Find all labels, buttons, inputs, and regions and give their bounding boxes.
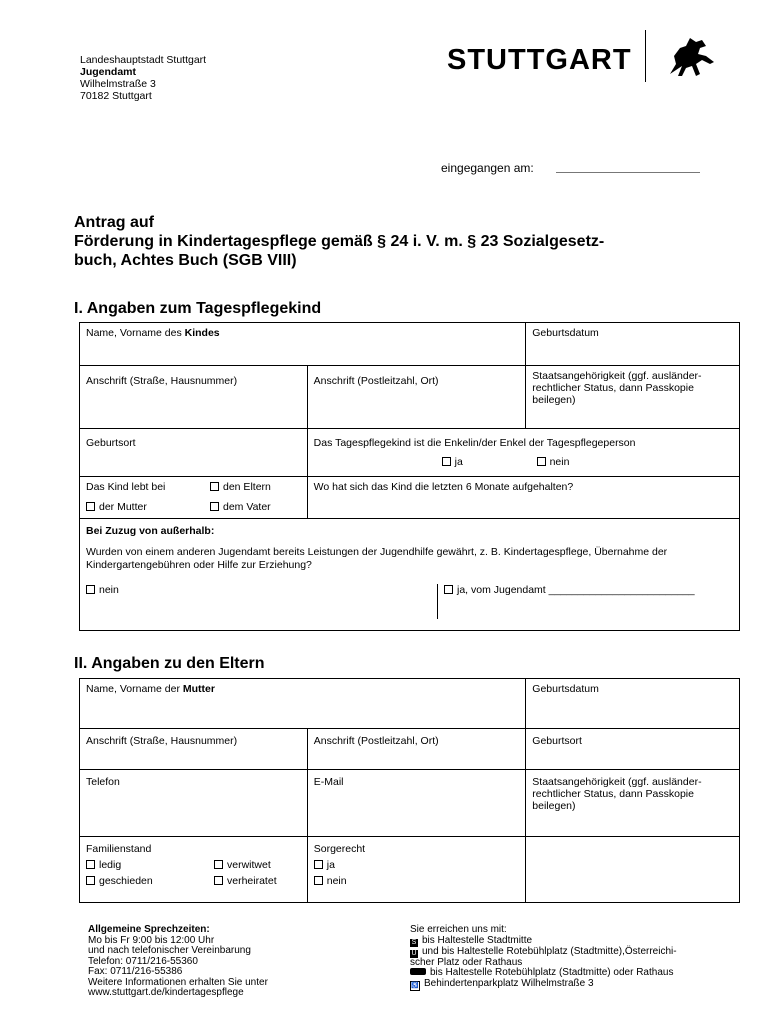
sender-street: Wilhelmstraße 3 xyxy=(80,78,156,90)
marital-single-label: ledig xyxy=(99,859,122,871)
checkbox-icon xyxy=(86,502,95,511)
sender-zip: 70182 Stuttgart xyxy=(80,90,152,102)
parents-info-table xyxy=(79,678,740,903)
mother-birthplace-label: Geburtsort xyxy=(532,735,582,747)
mother-name-field[interactable] xyxy=(80,679,526,729)
sender-city: Landeshauptstadt Stuttgart xyxy=(80,54,207,66)
title-line-1: Antrag auf xyxy=(74,214,154,231)
mother-birthdate-label: Geburtsdatum xyxy=(532,683,599,695)
marital-status-field xyxy=(80,837,308,903)
child-birthplace-field[interactable] xyxy=(80,429,308,477)
checkbox-icon xyxy=(537,457,546,466)
checkbox-icon xyxy=(86,876,95,885)
received-label: eingegangen am: xyxy=(441,161,534,175)
checkbox-icon xyxy=(86,585,95,594)
lives-with-label: Das Kind lebt bei xyxy=(86,481,166,493)
mother-street-field[interactable] xyxy=(80,729,308,770)
move-no-label: nein xyxy=(99,584,119,596)
custody-field xyxy=(307,837,526,903)
lives-with-mother[interactable] xyxy=(86,501,210,513)
custody-yes-label: ja xyxy=(326,859,335,871)
lives-with-father[interactable] xyxy=(210,501,271,513)
mother-city-field[interactable] xyxy=(307,729,526,770)
custody-no-label: nein xyxy=(326,875,347,887)
grandchild-field xyxy=(307,429,739,477)
footer-office-hours xyxy=(88,925,268,999)
checkbox-icon xyxy=(314,860,323,869)
bus-icon xyxy=(410,968,426,975)
mother-birthplace-field[interactable] xyxy=(526,729,740,770)
marital-widowed-label: verwitwet xyxy=(227,859,271,871)
checkbox-icon xyxy=(314,876,323,885)
directions-line-2: und bis Haltestelle Rotebühlplatz (Stadtmitte),Österreichi- xyxy=(422,945,677,957)
title-line-2: Förderung in Kindertagespflege gemäß § 24 i. V. m. § 23 Sozialgesetz- xyxy=(74,233,605,250)
marital-status-label: Familienstand xyxy=(86,843,152,855)
custody-yes[interactable] xyxy=(314,857,520,873)
form-title xyxy=(74,213,604,270)
directions-line-1: bis Haltestelle Stadtmitte xyxy=(422,934,533,946)
section-1-heading: I. Angaben zum Tagespflegekind xyxy=(74,300,322,317)
checkbox-icon xyxy=(444,585,453,594)
office-info-line: Weitere Informationen erhalten Sie unter xyxy=(88,976,268,988)
child-birthdate-field[interactable] xyxy=(526,323,740,366)
wheelchair-parking-icon: ♿ xyxy=(411,982,419,989)
checkbox-icon xyxy=(210,482,219,491)
directions-heading: Sie erreichen uns mit: xyxy=(410,924,507,935)
child-name-label-bold: Kindes xyxy=(184,327,220,339)
marital-divorced[interactable] xyxy=(86,873,214,889)
u-bahn-icon: U xyxy=(411,949,417,957)
mother-city-label: Anschrift (Postleitzahl, Ort) xyxy=(313,735,439,747)
child-name-label: Name, Vorname des xyxy=(86,327,185,339)
child-street-label: Anschrift (Straße, Hausnummer) xyxy=(86,375,238,387)
move-yes-label: ja, vom Jugendamt _________________________ xyxy=(457,584,695,596)
marital-married-label: verheiratet xyxy=(227,875,277,887)
child-nationality-field[interactable] xyxy=(526,366,740,429)
checkbox-icon xyxy=(210,502,219,511)
mother-nationality-label: Staatsangehörigkeit (ggf. ausländer-rechtlicher Status, dann Passkopie beilegen) xyxy=(532,776,702,812)
child-birthdate-label: Geburtsdatum xyxy=(532,327,599,339)
grandchild-yes[interactable] xyxy=(442,456,534,468)
child-street-field[interactable] xyxy=(80,366,308,429)
directions-line-5: Behindertenparkplatz Wilhelmstraße 3 xyxy=(424,977,594,989)
mother-birthdate-field[interactable] xyxy=(526,679,740,729)
office-hours-line-1: Mo bis Fr 9:00 bis 12:00 Uhr xyxy=(88,934,215,946)
child-info-table xyxy=(79,322,740,631)
child-nationality-label: Staatsangehörigkeit (ggf. ausländer-rechtlicher Status, dann Passkopie beilegen) xyxy=(532,370,702,406)
footer-directions xyxy=(410,925,740,991)
received-date-field[interactable] xyxy=(556,172,700,173)
marital-divorced-label: geschieden xyxy=(99,875,153,887)
horse-icon xyxy=(662,34,718,80)
child-birthplace-label: Geburtsort xyxy=(86,437,136,449)
mother-email-field[interactable] xyxy=(307,770,526,837)
s-bahn-icon: S xyxy=(411,938,417,946)
lives-with-father-label: dem Vater xyxy=(223,501,271,513)
directions-line-3: scher Platz oder Rathaus xyxy=(410,956,523,968)
logo-divider xyxy=(645,30,646,82)
office-website-link[interactable]: www.stuttgart.de/kindertagespflege xyxy=(88,987,244,998)
custody-no[interactable] xyxy=(314,873,520,889)
empty-cell xyxy=(526,837,740,903)
lives-with-field xyxy=(80,477,308,519)
marital-widowed[interactable] xyxy=(214,859,271,871)
move-yes-option[interactable] xyxy=(438,584,701,619)
last-6-months-field[interactable] xyxy=(307,477,739,519)
checkbox-icon xyxy=(214,860,223,869)
grandchild-no-label: nein xyxy=(549,456,570,468)
sender-address xyxy=(80,54,206,102)
move-section xyxy=(80,519,740,631)
grandchild-yes-label: ja xyxy=(454,456,463,468)
grandchild-question: Das Tagespflegekind ist die Enkelin/der Enkel der Tagespflegeperson xyxy=(313,437,636,449)
lives-with-parents[interactable] xyxy=(210,481,271,493)
office-hours-line-2: und nach telefonischer Vereinbarung xyxy=(88,945,251,956)
child-city-field[interactable] xyxy=(307,366,526,429)
move-heading: Bei Zuzug von außerhalb: xyxy=(86,525,215,537)
mother-name-label-bold: Mutter xyxy=(182,683,215,695)
move-no-option[interactable] xyxy=(80,584,438,619)
child-city-label: Anschrift (Postleitzahl, Ort) xyxy=(313,375,439,387)
mother-nationality-field[interactable] xyxy=(526,770,740,837)
checkbox-icon xyxy=(214,876,223,885)
office-phone: Telefon: 0711/216-55360 xyxy=(88,955,198,967)
directions-line-4: bis Haltestelle Rotebühlplatz (Stadtmitte) oder Rathaus xyxy=(430,967,674,978)
last-6-months-label: Wo hat sich das Kind die letzten 6 Monate aufgehalten? xyxy=(313,481,574,493)
custody-label: Sorgerecht xyxy=(313,843,366,855)
title-line-3: buch, Achtes Buch (SGB VIII) xyxy=(74,252,297,269)
office-fax: Fax: 0711/216-55386 xyxy=(88,966,183,977)
stuttgart-logo: STUTTGART xyxy=(447,44,632,76)
child-name-field[interactable] xyxy=(80,323,526,366)
section-2-heading: II. Angaben zu den Eltern xyxy=(74,655,265,672)
mother-email-label: E-Mail xyxy=(313,776,344,788)
mother-phone-field[interactable] xyxy=(80,770,308,837)
checkbox-icon xyxy=(86,860,95,869)
mother-street-label: Anschrift (Straße, Hausnummer) xyxy=(86,735,238,747)
mother-phone-label: Telefon xyxy=(86,776,120,788)
lives-with-mother-label: der Mutter xyxy=(99,501,147,513)
marital-married[interactable] xyxy=(214,875,277,887)
grandchild-no[interactable] xyxy=(537,456,570,468)
office-hours-heading: Allgemeine Sprechzeiten: xyxy=(88,924,210,935)
marital-single[interactable] xyxy=(86,857,214,873)
sender-department: Jugendamt xyxy=(80,66,137,78)
lives-with-parents-label: den Eltern xyxy=(223,481,271,493)
mother-name-label: Name, Vorname der xyxy=(86,683,183,695)
move-question: Wurden von einem anderen Jugendamt bereits Leistungen der Jugendhilfe gewährt, z. B. Kindertagespflege, Übernahme der Kindergartengebühren oder Hilfe zur Erziehung? xyxy=(86,546,668,571)
checkbox-icon xyxy=(442,457,451,466)
